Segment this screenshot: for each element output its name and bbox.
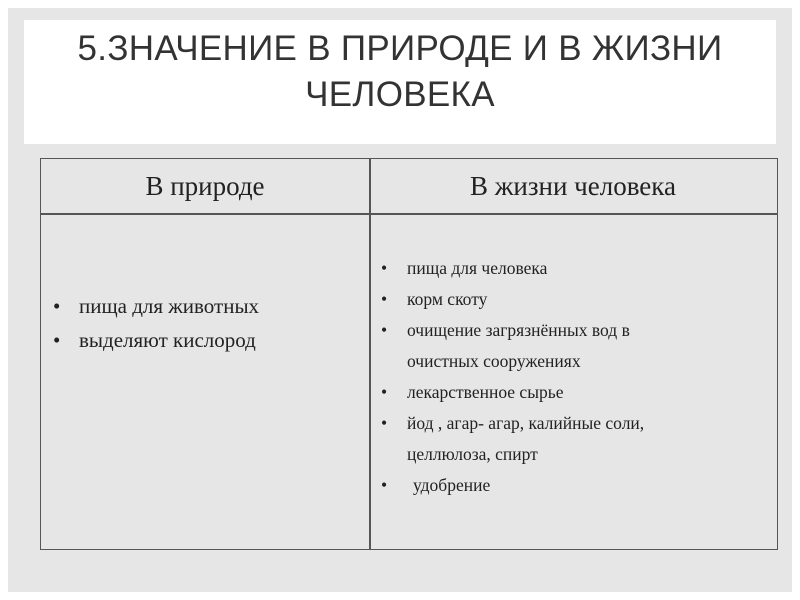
nature-list bbox=[51, 289, 363, 357]
list-item bbox=[51, 323, 363, 357]
list-item-text: лекарственное сырье bbox=[407, 382, 564, 402]
slide-title bbox=[24, 20, 776, 144]
list-item-text: целлюлоза, спирт bbox=[407, 444, 538, 464]
list-item-continuation bbox=[379, 346, 769, 377]
column-header-nature: В природе bbox=[145, 171, 265, 201]
bullet-icon: • bbox=[381, 289, 388, 309]
slide bbox=[8, 8, 792, 592]
list-item-text: очистных сооружениях bbox=[407, 351, 581, 371]
bullet-icon: • bbox=[53, 328, 61, 352]
bullet-icon: • bbox=[53, 294, 61, 318]
bullet-icon: • bbox=[381, 413, 388, 433]
list-item-continuation bbox=[379, 439, 769, 470]
bullet-icon: • bbox=[381, 320, 388, 340]
column-header-human-life: В жизни человека bbox=[470, 171, 676, 201]
bullet-icon: • bbox=[381, 382, 388, 402]
slide-title-line-1: 5.ЗНАЧЕНИЕ В ПРИРОДЕ И В ЖИЗНИ bbox=[77, 29, 723, 68]
list-item bbox=[379, 253, 769, 284]
list-item bbox=[379, 377, 769, 408]
header-divider bbox=[41, 213, 777, 215]
column-divider bbox=[369, 159, 371, 549]
list-item bbox=[379, 315, 769, 346]
list-item-text: пища для животных bbox=[79, 294, 260, 318]
list-item-text: корм скоту bbox=[407, 289, 488, 309]
list-item bbox=[379, 408, 769, 439]
list-item bbox=[379, 470, 769, 501]
bullet-icon: • bbox=[381, 475, 388, 495]
comparison-table bbox=[40, 158, 778, 550]
list-item-text: пища для человека bbox=[407, 258, 548, 278]
list-item-text: выделяют кислород bbox=[79, 328, 256, 352]
slide-title-line-2: ЧЕЛОВЕКА bbox=[305, 75, 495, 114]
list-item bbox=[51, 289, 363, 323]
list-item-text: йод , агар- агар, калийные соли, bbox=[407, 413, 645, 433]
human-life-list bbox=[379, 253, 769, 501]
bullet-icon: • bbox=[381, 258, 388, 278]
list-item bbox=[379, 284, 769, 315]
list-item-text: очищение загрязнённых вод в bbox=[407, 320, 630, 340]
list-item-text: удобрение bbox=[413, 475, 491, 495]
